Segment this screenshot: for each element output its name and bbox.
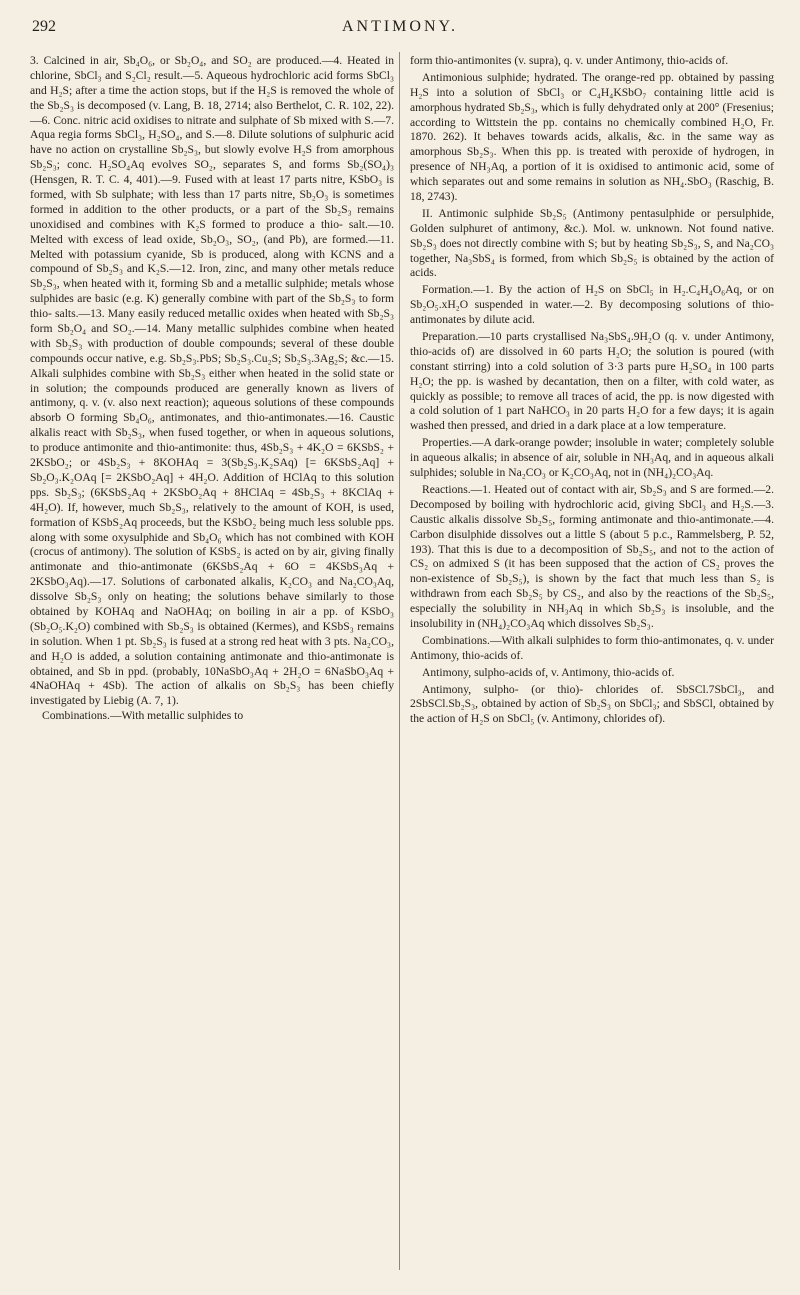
left-column [30,54,394,726]
running-head: ANTIMONY. [341,18,459,35]
properties-paragraph: Properties.—A dark-orange powder; insoluble in water; completely soluble in aqueous alkalis; in absence of air, soluble in NH₃Aq, and in aqueous alkali sulphides; soluble in Na₂CO₃ or K₂CO₃Aq, not in (NH₄)₂CO₃Aq. [410,436,774,480]
sulpho-chlorides-entry: Antimony, sulpho- (or thio)- chlorides of. SbSCl.7SbCl₃, and 2SbSCl.Sb₂S₃, obtained by action of Sb₂S₃ on SbCl₃; and SbSCl, obtained by the action of H₂S on SbCl₅ (v. Antimony, chlorides of). [410,682,774,726]
right-column [410,54,774,729]
preparation-paragraph: Preparation.—10 parts crystallised Na₃SbS₄.9H₂O (q. v. under Antimony, thio-acids of) are dissolved in 60 parts H₂O; the solution is poured (with constant stirring) into a cold solution of 3·3 parts pure H₂SO₄ in 100 parts H₂O; the pp. is washed by decantation, then on a filter, with cold water, as quickly as possible; to remove all traces of acid, the pp. is now digested with a cold solution of 1 part NaHCO₃ in 20 parts H₂O for a few days; it is again washed then pressed, and dried in a dark place at a low temperature. [410,330,774,433]
page-header [28,14,772,44]
hydrated-sulphide-entry: Antimonious sulphide; hydrated. The orange-red pp. obtained by passing H₂S into a solution of SbCl₃ or C₄H₄KSbO₇ containing little acid is amorphous hydrated Sb₂S₃, which is fully dehydrated only at 200° (Fresenius; according to Wittstein the pp. contains no chemically combined H₂O, Fr. 1870. 262). It behaves towards acids, alkalis, &c. in the same way as amorphous Sb₂S₃. When this pp. is treated with peroxide of hydrogen, in presence of NH₃Aq, a portion of it is oxidised to antimonic acid, some of which separates out and some remains in solution as NH₄.SbO₃ (Raschig, B. 18, 2743). [410,70,774,204]
formation-paragraph: Formation.—1. By the action of H₂S on SbCl₅ in H₂.C₄H₄O₆Aq, or on Sb₂O₅.xH₂O suspended in water.—2. By decomposing solutions of thio-antimonates by dilute acid. [410,283,774,327]
combinations-paragraph: Combinations.—With metallic sulphides to [42,709,244,723]
sulpho-acids-entry: Antimony, sulpho-acids of, v. Antimony, thio-acids of. [422,665,675,679]
combinations-paragraph: Combinations.—With alkali sulphides to form thio-antimonates, q. v. under Antimony, thio-acids of. [410,633,774,662]
reactions-paragraph: Reactions.—1. Heated out of contact with air, Sb₂S₃ and S are formed.—2. Decomposed by boiling with hydrochloric acid, giving SbCl₃ and H₂S.—3. Caustic alkalis dissolve Sb₂S₅, forming antimonate and thio-antimonate.—4. Carbon disulphide dissolves out a little S (about 5 p.c., Rammelsberg, P. 52, 193). That this is due to a decomposition of Sb₂S₅, and not to the action of CS₂ on admixed S (it has been supposed that the action of CS₂ proves the non-existence of Sb₂S₅), is shown by the fact that much less than S₂ is withdrawn from each Sb₂S₅ by CS₂, and also by the reactions of the Sb₂S₅, especially the solubility in NH₃Aq in which Sb₂S₃ is insoluble, and the insolubility in (NH₄)₂CO₃Aq which dissolves Sb₂S₃. [410,482,774,630]
page-number: 292 [32,18,56,35]
reactions-paragraph: 3. Calcined in air, Sb₄O₆, or Sb₂O₄, and SO₂ are produced.—4. Heated in chlorine, SbCl₃ and S₂Cl₂ result.—5. Aqueous hydrochloric acid forms SbCl₃ and H₂S; after a time the action stops, but if the H₂S is removed the whole of the Sb₂S₃ is decomposed (v. Lang, B. 18, 2714; also Berthelot, C. R. 102, 22).—6. Conc. nitric acid oxidises to nitrate and sulphate of Sb mixed with S.—7. Aqua regia forms SbCl₃, H₂SO₄, and S.—8. Dilute solutions of sulphuric acid have no action on crystalline Sb₂S₃, but slowly evolve H₂S from amorphous Sb₂S₃; conc. H₂SO₄Aq evolves SO₂, separates S, and forms Sb₂(SO₄)₃ (Hensgen, R. T. C. 4, 401).—9. Fused with at least 17 parts nitre, KSbO₃ is formed, with Sb sulphate; with less than 17 parts nitre, Sb₂O₃ is sometimes formed in addition to the other products, or a part of the Sb₂S₃ remains unoxidised and combines with K₂S formed to produce a thio- salt.—10. Melted with excess of lead oxide, Sb₂O₃, SO₂, (and Pb), are formed.—11. Melted with potassium cyanide, Sb is produced, along with KCNS and a compound of Sb₂S₃ and K₂S.—12. Iron, zinc, and many other metals reduce Sb₂S₃, when heated with it, forming Sb and a metallic sulphide; metals whose sulphides are basic (e.g. K) generally combine with part of the Sb₂S₃ to form thio- salts.—13. Many easily reduced metallic oxides when heated with Sb₂S₃ form Sb₂O₄ and SO₂.—14. Many metallic sulphides combine when heated with Sb₂S₃ with production of double compounds; several of these double compounds occur native, e.g. Sb₂S₃.PbS; Sb₂S₃.Cu₂S; Sb₂S₃.3Ag₂S; &c.—15. Alkali sulphides combine with Sb₂S₃ either when heated in the solid state or in solution; the compounds produced are generally known as livers of antimony, q. v. (v. also next reaction); aqueous solutions of these compounds absorb O forming Sb₄O₆, antimonates, and thio-antimonates.—16. Caustic alkalis react with Sb₂S₃, when fused together, or when in aqueous solutions, to produce antimonite and thio-antimonite: thus, 4Sb₂S₃ + 4K₂O = 6KSbS₂ + 2KSbO₂; or 4Sb₂S₃ + 8KOHAq = 3(Sb₂S₃.K₂SAq) [= 6KSbS₂Aq] + Sb₂O₃.K₂OAq [= 2KSbO₂Aq] + 4H₂O. Addition of HClAq to this solution pps. Sb₂S₃; (6KSbS₂Aq + 2KSbO₂Aq + 8HClAq = 4Sb₂S₃ + 8KClAq + 4H₂O). If, however, much Sb₂S₃, relatively to the amount of KOH, is used, formation of KSbS₂Aq proceeds, but the KSbO₂ being much less soluble pps. along with some oxysulphide and Sb₄O₆ which has not combined with KOH (crocus of antimony). The solution of KSbS₂ is acted on by air, giving finally antimonate and thio-antimonate (6KSbS₂Aq + 6O = 4KSbS₃Aq + 2KSbO₃Aq).—17. Solutions of carbonated alkalis, K₂CO₃ and Na₂CO₃Aq, dissolve Sb₂S₃ only on heating; the solutions behave similarly to those obtained by KOHAq and NaOHAq; on boiling in air a pp. of KSbO₃ (Sb₂O₅.K₂O) combined with Sb₂S₃ is obtained (Kermes), and KSbS₃ remains in solution. When 1 pt. Sb₂S₃ is fused at a strong red heat with 3 pts. Na₂CO₃, and H₂O is added, a solution containing antimonate and thio-antimonate is obtained, and Sb in ppd. (probably, 10NaSbO₃Aq + 2H₂O = 6NaSbO₃Aq + 4NaOHAq + 4Sb). The action of alkalis on Sb₂S₃ has been chiefly investigated by Liebig (A. 7, 1). [30,54,394,708]
column-divider [399,52,400,1270]
continuation-paragraph: form thio-antimonites (v. supra), q. v. under Antimony, thio-acids of. [410,54,729,67]
antimonic-sulphide-entry: II. Antimonic sulphide Sb₂S₅ (Antimony pentasulphide or persulphide, Golden sulphuret of antimony, &c.). Mol. w. unknown. Not found native. Sb₂S₃ does not directly combine with S; but by heating Sb₂S₃, S, and Na₂CO₃ together, Na₃SbS₄ is formed, from which Sb₂S₅ is obtained by the action of acids. [410,206,774,280]
